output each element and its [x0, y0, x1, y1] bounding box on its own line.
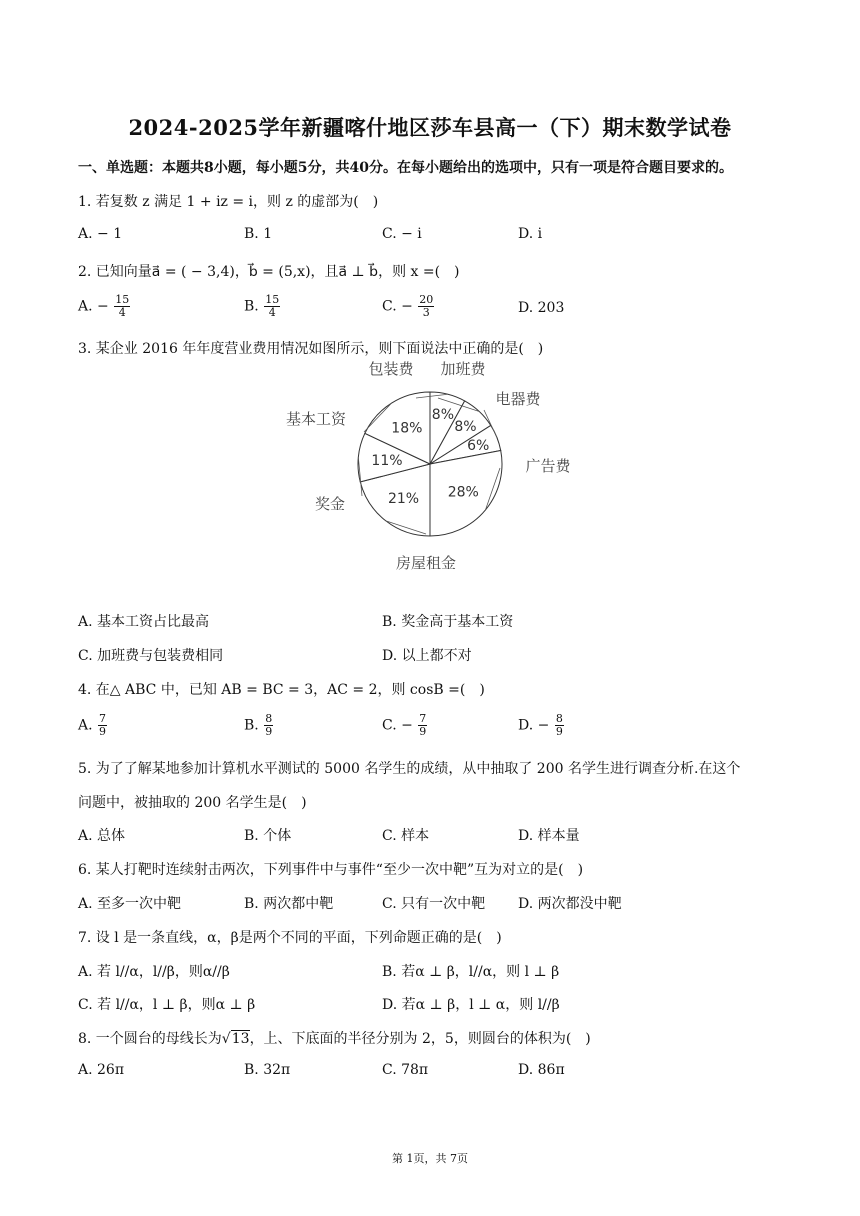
- q5-option-a: A. 总体: [78, 828, 126, 844]
- q4-a-prefix: A.: [78, 717, 93, 734]
- question-3-stem: 3. 某企业 2016 年年度营业费用情况如图所示，则下面说法中正确的是( ): [78, 341, 544, 357]
- pie-category-label: 加班费: [440, 360, 486, 378]
- question-2-stem: 2. 已知向量a⃗ = ( − 3,4)，b⃗ = (5,x)，且a⃗ ⊥ b⃗，则 x =( ): [78, 264, 460, 280]
- question-4-stem: 4. 在△ ABC 中，已知 AB = BC = 3，AC = 2，则 cosB =( ): [78, 682, 485, 698]
- numerator: 8: [555, 712, 563, 725]
- denominator: 4: [118, 306, 126, 319]
- question-5-stem-line1: 5. 为了了解某地参加计算机水平测试的 5000 名学生的成绩，从中抽取了 200 名学生进行调查分析.在这个: [78, 761, 741, 777]
- denominator: 9: [555, 725, 563, 738]
- q1-option-d: D. i: [518, 226, 543, 242]
- q2-b-prefix: B.: [244, 298, 259, 315]
- pie-category-label: 房屋租金: [395, 554, 457, 572]
- q6-option-c: C. 只有一次中靶: [382, 896, 486, 912]
- pie-category-label: 包装费: [368, 360, 414, 378]
- q1-option-c: C. − i: [382, 226, 422, 242]
- q8-option-b: B. 32π: [244, 1062, 291, 1078]
- q2-option-d: D. 203: [518, 300, 565, 316]
- question-8-stem: [78, 1028, 591, 1048]
- pie-chart: [270, 358, 590, 580]
- numerator: 15: [115, 293, 130, 306]
- q6-option-a: A. 至多一次中靶: [78, 896, 182, 912]
- pie-value-label: 11%: [371, 452, 403, 469]
- question-6-stem: 6. 某人打靶时连续射击两次，下列事件中与事件“至少一次中靶”互为对立的是( ): [78, 862, 584, 878]
- pie-category-label: 基本工资: [285, 410, 347, 428]
- q2-a-fraction: [114, 294, 130, 319]
- q4-option-b: [244, 713, 274, 738]
- question-1-stem: 1. 若复数 z 满足 1 + iz = i，则 z 的虚部为( ): [78, 194, 379, 210]
- numerator: 8: [265, 712, 273, 725]
- q2-c-fraction: [418, 294, 434, 319]
- pie-category-label: 广告费: [525, 457, 571, 475]
- q3-option-b: B. 奖金高于基本工资: [382, 614, 514, 630]
- q3-option-d: D. 以上都不对: [382, 648, 472, 664]
- pie-value-label: 8%: [454, 419, 477, 436]
- q4-c-fraction: [418, 713, 427, 738]
- q4-option-d: [518, 713, 565, 738]
- denominator: 9: [419, 725, 427, 738]
- numerator: 7: [419, 712, 427, 725]
- section-heading: 一、单选题：本题共8小题，每小题5分，共40分。在每小题给出的选项中，只有一项是符合题目要求的。: [78, 160, 733, 176]
- q2-c-prefix: C. −: [382, 298, 413, 315]
- q6-option-b: B. 两次都中靶: [244, 896, 334, 912]
- numerator: 7: [99, 712, 107, 725]
- q8-radicand: 13: [231, 1031, 250, 1047]
- pie-value-label: 28%: [447, 484, 479, 501]
- q6-option-d: D. 两次都没中靶: [518, 896, 622, 912]
- q4-b-fraction: [264, 713, 273, 738]
- q2-option-a: [78, 294, 131, 319]
- q5-option-b: B. 个体: [244, 828, 292, 844]
- question-5-stem-line2: 问题中，被抽取的 200 名学生是( ): [78, 795, 307, 811]
- q7-option-c: C. 若 l//α，l ⊥ β，则α ⊥ β: [78, 997, 256, 1013]
- pie-value-label: 6%: [467, 437, 490, 454]
- q4-b-prefix: B.: [244, 717, 259, 734]
- q8-stem-post: ，上、下底面的半径分别为 2，5，则圆台的体积为( ): [249, 1031, 591, 1047]
- q4-a-fraction: [98, 713, 107, 738]
- pie-category-label: 电器费: [495, 390, 541, 408]
- q2-option-c: [382, 294, 435, 319]
- q4-d-prefix: D. −: [518, 717, 550, 734]
- pie-value-label: 21%: [387, 491, 420, 508]
- q7-option-d: D. 若α ⊥ β，l ⊥ α，则 l//β: [382, 997, 560, 1013]
- q5-option-d: D. 样本量: [518, 828, 580, 844]
- q4-c-prefix: C. −: [382, 717, 413, 734]
- pie-value-label: 8%: [431, 406, 455, 423]
- q7-option-b: B. 若α ⊥ β，l//α，则 l ⊥ β: [382, 964, 560, 980]
- denominator: 3: [422, 306, 430, 319]
- q5-option-c: C. 样本: [382, 828, 430, 844]
- denominator: 9: [265, 725, 273, 738]
- q3-option-a: A. 基本工资占比最高: [78, 614, 210, 630]
- q8-option-c: C. 78π: [382, 1062, 429, 1078]
- q1-option-a: A. − 1: [78, 226, 123, 242]
- numerator: 20: [419, 293, 434, 306]
- denominator: 9: [99, 725, 107, 738]
- numerator: 15: [265, 293, 280, 306]
- q7-option-a: A. 若 l//α，l//β，则α//β: [78, 964, 230, 980]
- question-7-stem: 7. 设 l 是一条直线，α，β是两个不同的平面，下列命题正确的是( ): [78, 930, 502, 946]
- q4-option-a: [78, 713, 108, 738]
- q4-d-fraction: [555, 713, 564, 738]
- q2-option-b: [244, 294, 281, 319]
- q3-option-c: C. 加班费与包装费相同: [78, 648, 224, 664]
- q1-option-b: B. 1: [244, 226, 273, 242]
- q8-stem-pre: 8. 一个圆台的母线长为√: [78, 1031, 231, 1047]
- denominator: 4: [268, 306, 276, 319]
- q2-a-prefix: A. −: [78, 298, 109, 315]
- pie-category-label: 奖金: [314, 495, 346, 513]
- q8-option-a: A. 26π: [78, 1062, 125, 1078]
- pie-value-label: 18%: [391, 420, 423, 437]
- exam-title: 2024-2025学年新疆喀什地区莎车县高一（下）期末数学试卷: [128, 115, 732, 140]
- q8-option-d: D. 86π: [518, 1062, 565, 1078]
- q2-b-fraction: [264, 294, 280, 319]
- q4-option-c: [382, 713, 428, 738]
- page-footer: 第 1页，共 7页: [392, 1152, 468, 1165]
